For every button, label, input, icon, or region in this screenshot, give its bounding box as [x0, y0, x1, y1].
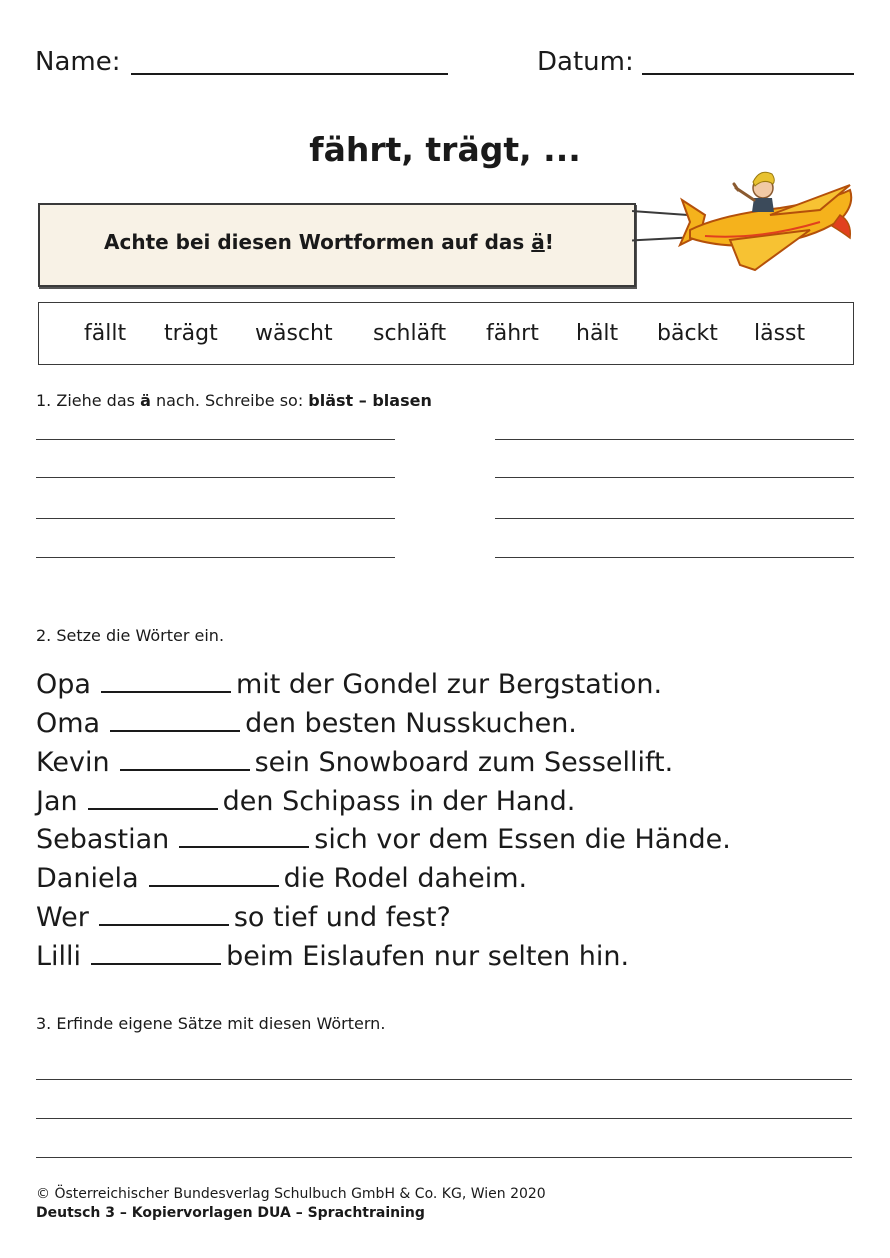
- sentence-rest: die Rodel daheim.: [283, 863, 528, 894]
- sentence-subject: Opa: [36, 669, 91, 700]
- task1-bold-letter: ä: [140, 391, 151, 410]
- date-label: Datum:: [537, 47, 634, 77]
- fill-in-blank[interactable]: [149, 861, 279, 887]
- sentence-row: [36, 667, 662, 700]
- sentence-row: [36, 822, 731, 855]
- word-box-item: wäscht: [255, 321, 333, 346]
- banner-text-before: Achte bei diesen Wortformen auf das: [104, 230, 532, 254]
- word-box-item: schläft: [373, 321, 447, 346]
- writing-line[interactable]: [495, 439, 854, 440]
- word-box-item: fährt: [486, 321, 539, 346]
- sentence-subject: Lilli: [36, 941, 82, 972]
- name-label: Name:: [35, 47, 121, 77]
- fill-in-blank[interactable]: [99, 900, 229, 926]
- date-field-line[interactable]: [642, 73, 854, 75]
- sentence-row: [36, 706, 577, 739]
- task1-prefix: 1. Ziehe das: [36, 391, 141, 410]
- word-box-item: lässt: [754, 321, 806, 346]
- sentence-rest: so tief und fest?: [233, 902, 451, 933]
- fill-in-blank[interactable]: [120, 745, 250, 771]
- sentence-row: [36, 900, 451, 933]
- footer-copyright: © Österreichischer Bundesverlag Schulbuch GmbH & Co. KG, Wien 2020: [36, 1186, 546, 1202]
- pilot-waving-arm: [734, 184, 754, 200]
- writing-line[interactable]: [495, 557, 854, 558]
- sentence-row: [36, 861, 527, 894]
- banner-text-after: !: [544, 230, 554, 254]
- airplane-illustration: [660, 160, 860, 275]
- writing-line[interactable]: [495, 518, 854, 519]
- task1-instruction: [36, 391, 432, 410]
- fill-in-blank[interactable]: [88, 784, 218, 810]
- writing-line[interactable]: [36, 439, 395, 440]
- task1-example: bläst – blasen: [308, 391, 432, 410]
- sentence-subject: Sebastian: [36, 824, 170, 855]
- word-box-item: hält: [576, 321, 619, 346]
- word-box-item: bäckt: [657, 321, 718, 346]
- task3-instruction: 3. Erfinde eigene Sätze mit diesen Wörtern.: [36, 1014, 386, 1033]
- sentence-subject: Kevin: [36, 747, 110, 778]
- writing-line[interactable]: [495, 477, 854, 478]
- footer-series: Deutsch 3 – Kopiervorlagen DUA – Sprachtraining: [36, 1205, 425, 1221]
- writing-line[interactable]: [36, 1157, 852, 1158]
- fill-in-blank[interactable]: [101, 667, 231, 693]
- fill-in-blank[interactable]: [110, 706, 240, 732]
- task1-middle: nach. Schreibe so:: [150, 391, 309, 410]
- task2-instruction: 2. Setze die Wörter ein.: [36, 626, 225, 645]
- writing-line[interactable]: [36, 477, 395, 478]
- sentence-subject: Oma: [36, 708, 101, 739]
- sentence-rest: mit der Gondel zur Bergstation.: [235, 669, 663, 700]
- word-box-item: trägt: [164, 321, 218, 346]
- sentence-rest: sich vor dem Essen die Hände.: [314, 824, 731, 855]
- fill-in-blank[interactable]: [91, 939, 221, 965]
- writing-line[interactable]: [36, 518, 395, 519]
- banner-highlight: ä: [531, 230, 545, 254]
- writing-line[interactable]: [36, 1079, 852, 1080]
- sentence-rest: sein Snowboard zum Sessellift.: [254, 747, 674, 778]
- name-field-line[interactable]: [131, 73, 448, 75]
- sentence-row: [36, 784, 575, 817]
- sentence-row: [36, 939, 629, 972]
- sentence-rest: beim Eislaufen nur selten hin.: [226, 941, 630, 972]
- word-box-item: fällt: [84, 321, 127, 346]
- banner-text: [104, 230, 554, 254]
- writing-line[interactable]: [36, 557, 395, 558]
- sentence-rest: den Schipass in der Hand.: [222, 786, 576, 817]
- page-title: fährt, trägt, ...: [309, 130, 581, 169]
- sentence-subject: Daniela: [36, 863, 139, 894]
- sentence-rest: den besten Nusskuchen.: [245, 708, 577, 739]
- fill-in-blank[interactable]: [179, 822, 309, 848]
- sentence-subject: Jan: [36, 786, 78, 817]
- sentence-subject: Wer: [36, 902, 89, 933]
- sentence-row: [36, 745, 673, 778]
- writing-line[interactable]: [36, 1118, 852, 1119]
